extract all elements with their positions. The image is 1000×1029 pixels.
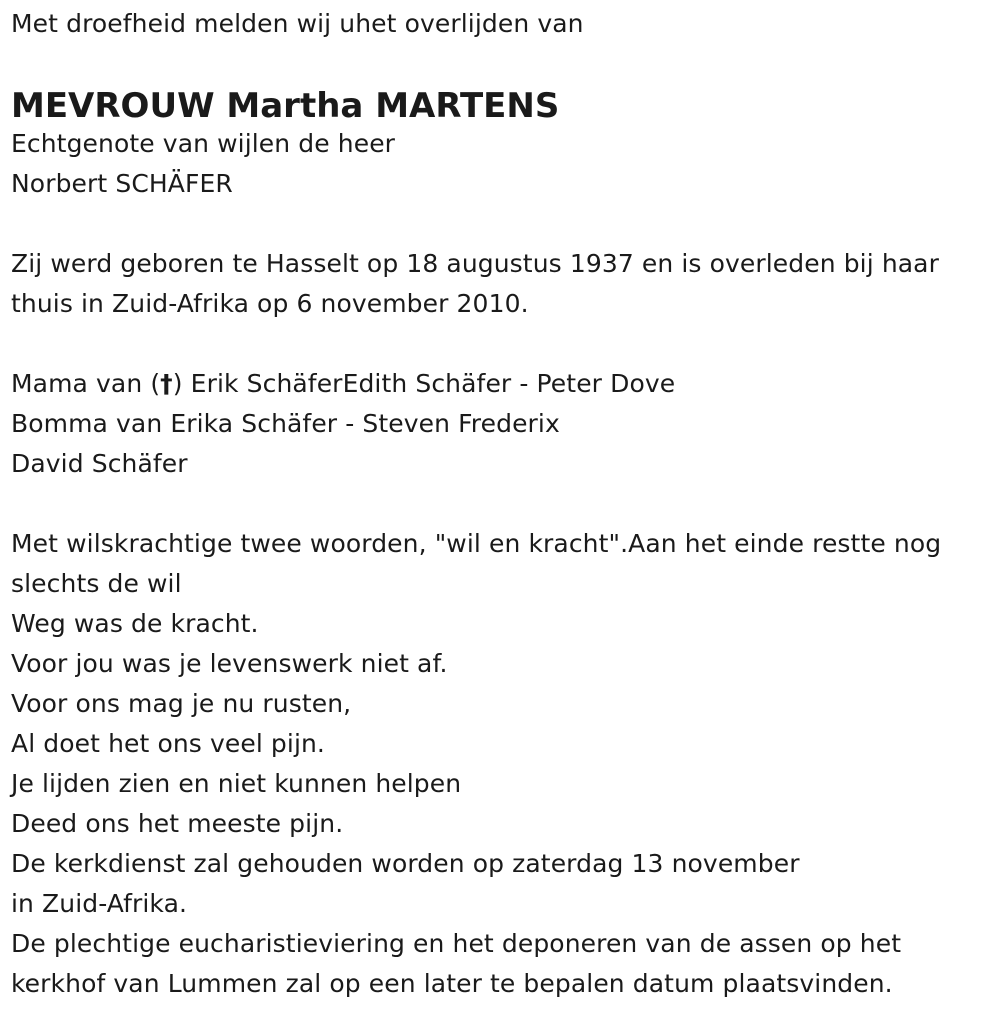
poem-line: slechts de wil (11, 569, 182, 598)
spacer (11, 484, 996, 524)
poem-line: Voor ons mag je nu rusten, (11, 689, 352, 718)
bomma-line: Bomma van Erika Schäfer - Steven Frederix (11, 409, 560, 438)
mama-prefix: Mama van ( (11, 369, 161, 398)
spacer (11, 44, 996, 84)
birth-death-line-2: thuis in Zuid-Afrika op 6 november 2010. (11, 289, 529, 318)
cross-icon: † (160, 369, 173, 398)
birth-death-line-1: Zij werd geboren te Hasselt op 18 augustus 1937 en is overleden bij haar (11, 249, 939, 278)
spouse-line-1: Echtgenote van wijlen de heer (11, 129, 396, 158)
service-line: De plechtige eucharistieviering en het deponeren van de assen op het (11, 929, 902, 958)
intro-line: Met droefheid melden wij uhet overlijden van (11, 9, 584, 38)
poem-line: Je lijden zien en niet kunnen helpen (11, 769, 462, 798)
deceased-name: MEVROUW Martha MARTENS (11, 86, 560, 126)
grandchild-line: David Schäfer (11, 449, 188, 478)
poem-line: Voor jou was je levenswerk niet af. (11, 649, 448, 678)
spouse-line-2: Norbert SCHÄFER (11, 169, 233, 198)
spacer (11, 204, 996, 244)
poem-line: Met wilskrachtige twee woorden, "wil en kracht".Aan het einde restte nog (11, 529, 942, 558)
service-line: in Zuid-Afrika. (11, 889, 188, 918)
poem-line: Deed ons het meeste pijn. (11, 809, 344, 838)
obituary-notice (11, 4, 996, 1004)
poem-line: Weg was de kracht. (11, 609, 259, 638)
service-line: De kerkdienst zal gehouden worden op zaterdag 13 november (11, 849, 800, 878)
service-line: kerkhof van Lummen zal op een later te bepalen datum plaatsvinden. (11, 969, 893, 998)
poem-line: Al doet het ons veel pijn. (11, 729, 325, 758)
mama-suffix: ) Erik SchäferEdith Schäfer - Peter Dove (172, 369, 676, 398)
spacer (11, 324, 996, 364)
mama-line (11, 364, 996, 404)
